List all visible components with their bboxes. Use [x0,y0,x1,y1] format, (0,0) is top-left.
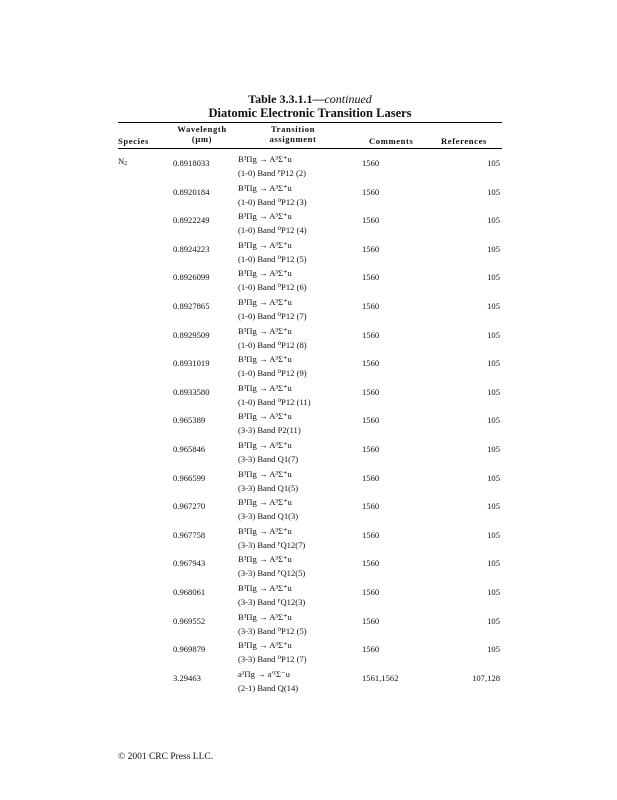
species-cell [118,156,127,167]
band-assignment-cell: (3-3) Band ᴾQ12(7) [238,539,306,550]
band-assignment-cell: (1-0) Band ⁰P12 (4) [238,225,307,236]
header-rule-bottom [118,148,502,149]
comments-cell: 1560 [362,587,380,597]
band-assignment-cell: (1-0) Band ᴾP12 (2) [238,168,307,178]
col-header-transition [243,124,343,144]
wavelength-cell: 0.969552 [173,615,206,626]
band-assignment-cell: (1-0) Band ⁰P12 (3) [238,196,307,207]
transition-cell: B³Πg → A³Σ⁺u [238,497,292,508]
wavelength-cell: 0.967943 [173,558,206,569]
comments-cell: 1560 [362,301,380,311]
band-assignment-cell: (1-0) Band ⁰P12 (5) [238,253,307,264]
transition-cell: B³Πg → A³Σ⁺u [238,525,292,536]
references-cell: 105 [487,215,500,226]
transition-cell: B³Πg → A³Σ⁺u [238,468,292,479]
band-assignment-cell: (3-3) Band Q1(7) [238,454,299,464]
transition-cell: B³Πg → A³Σ⁺u [238,611,292,622]
wavelength-cell: 0.967270 [173,501,206,512]
references-cell: 107,128 [472,672,500,683]
col-header-comments: Comments [369,136,414,146]
transition-cell: B³Πg → A³Σ⁺u [238,554,292,565]
band-assignment-cell: (3-3) Band P2(11) [238,425,301,436]
col-header-wavelength [172,124,232,144]
transition-cell: B³Πg → A³Σ⁺u [238,440,292,450]
wavelength-cell: 0.967758 [173,529,206,540]
band-assignment-cell: (1-0) Band ⁰P12 (6) [238,282,307,293]
comments-cell: 1560 [362,529,380,540]
wavelength-cell: 0.965389 [173,415,206,426]
band-assignment-cell: (3-3) Band Q1(3) [238,511,299,522]
comments-cell: 1560 [362,472,380,483]
col-header-wavelength-line1: Wavelength [177,124,227,134]
references-cell: 105 [487,529,500,540]
transition-cell: B³Πg → A³Σ⁺u [238,640,292,651]
transition-cell: B³Πg → A³Σ⁺u [238,239,292,250]
transition-cell: B³Πg → A³Σ⁺u [238,583,292,593]
band-assignment-cell: (1-0) Band ⁰P12 (11) [238,396,311,407]
comments-cell: 1560 [362,444,380,454]
table-subtitle: Diatomic Electronic Transition Lasers [208,106,412,120]
comments-cell: 1560 [362,158,380,168]
band-assignment-cell: (3-3) Band ⁰P12 (5) [238,625,307,636]
transition-cell: B³Πg → A³Σ⁺u [238,154,292,164]
transition-cell: B³Πg → A³Σ⁺u [238,411,292,422]
transition-cell: B³Πg → A³Σ⁺u [238,325,292,336]
comments-cell: 1560 [362,358,380,369]
comments-cell: 1561,1562 [362,672,399,683]
references-cell: 105 [487,644,500,655]
comments-cell: 1560 [362,501,380,512]
copyright-footer: © 2001 CRC Press LLC. [118,752,214,762]
band-assignment-cell: (3-3) Band ᴾQ12(3) [238,597,306,607]
references-cell: 105 [487,386,500,397]
comments-cell: 1560 [362,186,380,197]
comments-cell: 1560 [362,243,380,254]
references-cell: 105 [487,358,500,369]
transition-cell: B³Πg → A³Σ⁺u [238,354,292,365]
comments-cell: 1560 [362,386,380,397]
wavelength-cell: 0.968061 [173,587,206,597]
references-cell: 105 [487,444,500,454]
transition-cell: B³Πg → A³Σ⁺u [238,211,292,222]
col-header-wavelength-line2: (μm) [191,134,213,144]
references-cell: 105 [487,501,500,512]
band-assignment-cell: (1-0) Band ⁰P12 (7) [238,311,307,321]
wavelength-cell: 0.8926099 [173,272,210,283]
species-subscript: 2 [124,161,128,167]
wavelength-cell: 0.8933580 [173,386,210,397]
wavelength-cell: 0.8924223 [173,243,210,254]
comments-cell: 1560 [362,644,380,655]
table-title [118,92,502,107]
transition-cell: B³Πg → A³Σ⁺u [238,268,292,279]
band-assignment-cell: (3-3) Band ⁰P12 (7) [238,654,307,665]
col-header-species: Species [118,136,149,146]
comments-cell: 1560 [362,329,380,340]
band-assignment-cell: (2-1) Band Q(14) [238,682,299,693]
wavelength-cell: 0.966599 [173,472,206,483]
references-cell: 105 [487,415,500,426]
references-cell: 105 [487,329,500,340]
comments-cell: 1560 [362,415,380,426]
wavelength-cell: 0.8922249 [173,215,210,226]
species-base: N [118,156,125,166]
comments-cell: 1560 [362,558,380,569]
wavelength-cell: 0.8918033 [173,158,210,168]
references-cell: 105 [487,272,500,283]
table-number: Table 3.3.1.1— [248,92,325,106]
wavelength-cell: 0.965846 [173,444,206,454]
wavelength-cell: 0.969879 [173,644,206,655]
comments-cell: 1560 [362,272,380,283]
continued-label: continued [324,92,372,106]
references-cell: 105 [487,186,500,197]
band-assignment-cell: (1-0) Band ⁰P12 (8) [238,339,307,350]
col-header-references: References [441,136,487,146]
wavelength-cell: 3.29463 [173,672,201,683]
references-cell: 105 [487,158,500,168]
col-header-transition-line2: assignment [269,134,317,144]
references-cell: 105 [487,243,500,254]
transition-cell: B³Πg → A³Σ⁺u [238,297,292,307]
wavelength-cell: 0.8927865 [173,301,210,311]
transition-cell: B³Πg → A³Σ⁺u [238,382,292,393]
wavelength-cell: 0.8920184 [173,186,210,197]
wavelength-cell: 0.8929509 [173,329,210,340]
band-assignment-cell: (1-0) Band ⁰P12 (9) [238,368,307,379]
transition-cell: a¹Πg → a′¹Σ⁻u [238,668,290,679]
comments-cell: 1560 [362,215,380,226]
references-cell: 105 [487,558,500,569]
comments-cell: 1560 [362,615,380,626]
col-header-transition-line1: Transition [270,124,316,134]
header-rule-top [118,122,502,123]
references-cell: 105 [487,615,500,626]
references-cell: 105 [487,301,500,311]
references-cell: 105 [487,587,500,597]
wavelength-cell: 0.8931019 [173,358,210,369]
references-cell: 105 [487,472,500,483]
transition-cell: B³Πg → A³Σ⁺u [238,182,292,193]
band-assignment-cell: (3-3) Band ᴾQ12(5) [238,568,306,579]
band-assignment-cell: (3-3) Band Q1(5) [238,482,299,493]
